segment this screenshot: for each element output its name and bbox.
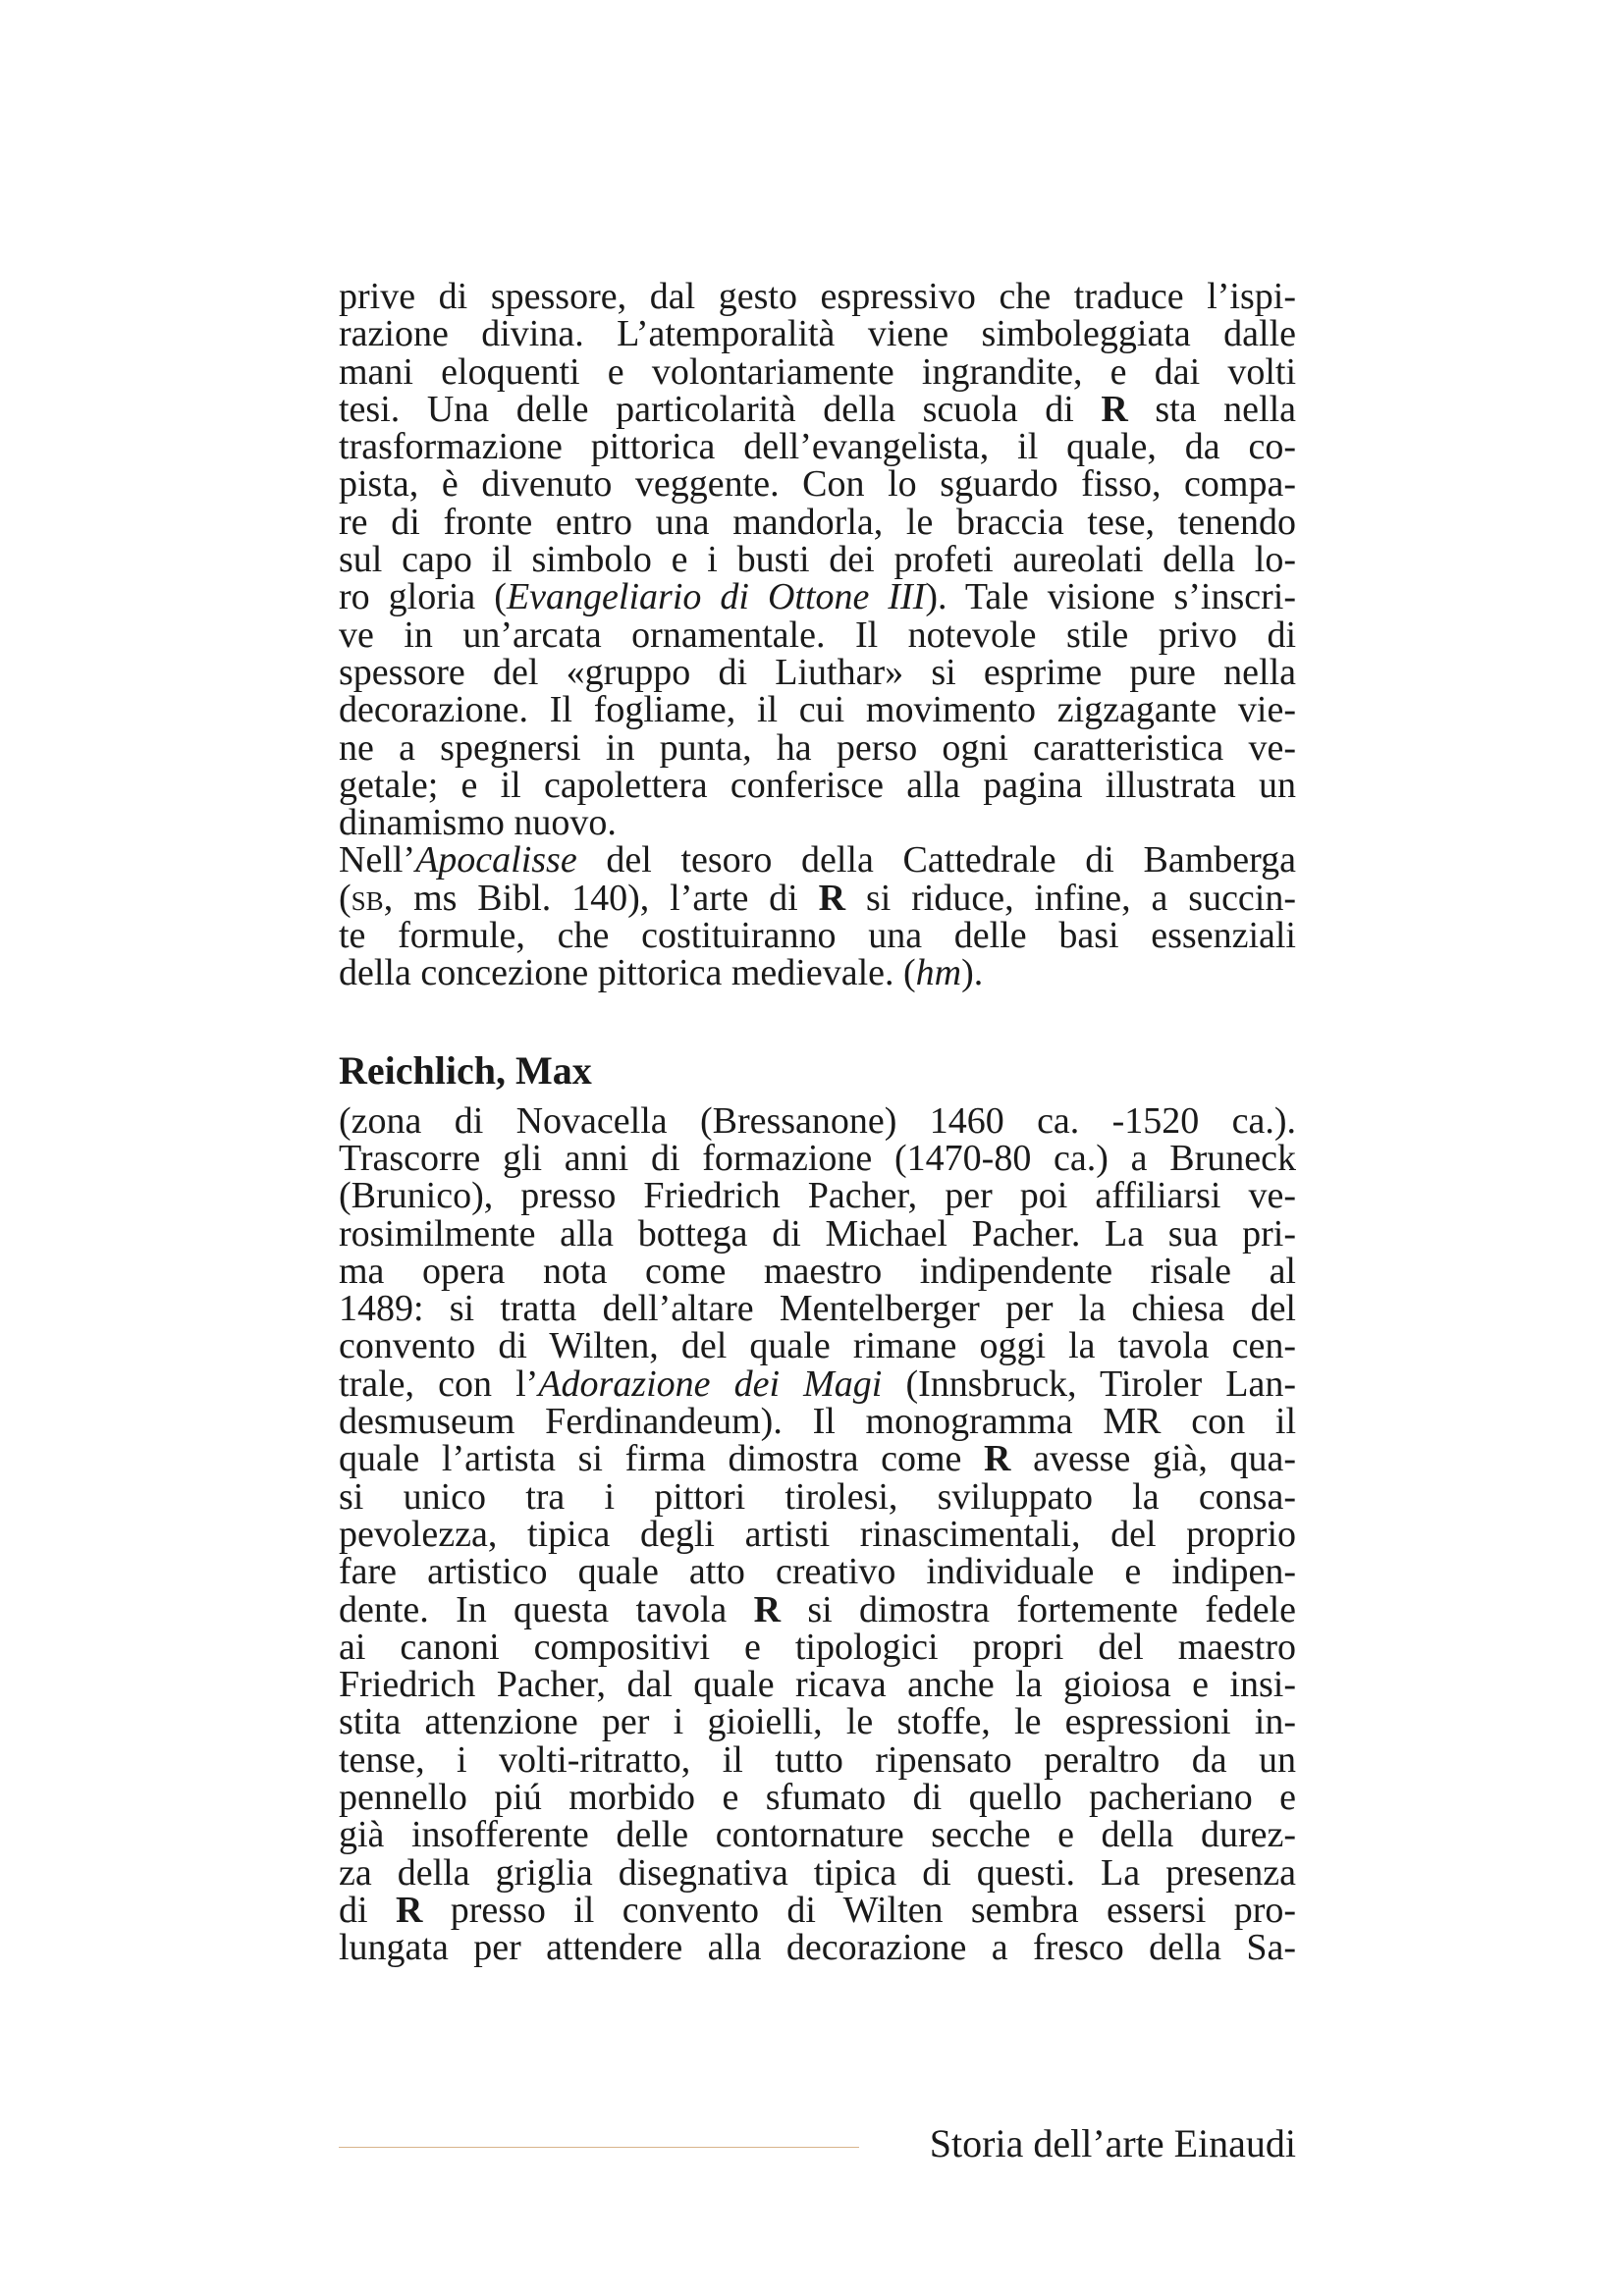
text-line: ve in un’arcata ornamentale. Il notevole stile privo di (339, 614, 1296, 656)
text-line: Nell’Apocalisse del tesoro della Cattedrale di Bamberga (339, 839, 1296, 881)
text-line: ne a spegnersi in punta, ha perso ogni caratteristica ve- (339, 726, 1296, 769)
text-line: trale, con l’Adorazione dei Magi (Innsbruck, Tiroler Lan- (339, 1362, 1296, 1405)
footer-rule (339, 2147, 859, 2148)
abbreviation-sb: sb (351, 877, 384, 919)
paragraph (339, 1099, 1297, 1969)
text-line: rosimilmente alla bottega di Michael Pacher. La sua pri- (339, 1212, 1296, 1255)
text-line: convento di Wilten, del quale rimane oggi la tavola cen- (339, 1325, 1296, 1367)
text-line: quale l’artista si firma dimostra come R avesse già, qua- (339, 1438, 1297, 1480)
text-line: pevolezza, tipica degli artisti rinascimentali, del proprio (339, 1513, 1296, 1555)
text-line: mani eloquenti e volontariamente ingrandite, e dai volti (339, 350, 1296, 393)
text-line: pennello piú morbido e sfumato di quello pacheriano e (339, 1776, 1296, 1818)
abbreviation-r: R (818, 877, 846, 919)
text-line: stita attenzione per i gioielli, le stoffe, le espressioni in- (339, 1701, 1296, 1743)
text-line: prive di spessore, dal gesto espressivo che traduce l’ispi- (339, 276, 1296, 317)
text-line: Trascorre gli anni di formazione (1470-80 ca.) a Bruneck (339, 1137, 1296, 1179)
text-line: si unico tra i pittori tirolesi, sviluppato la consa- (339, 1475, 1296, 1518)
text-line: ai canoni compositivi e tipologici propri del maestro (339, 1626, 1296, 1668)
work-title: Apocalisse (415, 839, 577, 881)
text-line: Friedrich Pacher, dal quale ricava anche la gioiosa e insi- (339, 1664, 1296, 1706)
text-line: sul capo il simbolo e i busti dei profeti aureolati della lo- (339, 539, 1296, 581)
text-line: (zona di Novacella (Bressanone) 1460 ca. -1520 ca.). (339, 1099, 1296, 1142)
paragraph (339, 276, 1297, 844)
spacer (339, 992, 1296, 1049)
text-line: getale; e il capolettera conferisce alla pagina illustrata un (339, 764, 1296, 806)
abbreviation-r: R (395, 1889, 423, 1931)
text-line: della concezione pittorica medievale. (hm). (339, 952, 984, 994)
text-line: decorazione. Il fogliame, il cui movimento zigzagante vie- (339, 689, 1296, 731)
text-line: ro gloria (Evangeliario di Ottone III). Tale visione s’inscri- (339, 576, 1296, 618)
text-line: za della griglia disegnativa tipica di questi. La presenza (339, 1851, 1296, 1894)
abbreviation-r: R (984, 1438, 1011, 1480)
text-line: razione divina. L’atemporalità viene simboleggiata dalle (339, 313, 1296, 355)
abbreviation-r: R (753, 1588, 782, 1630)
work-title: Adorazione dei Magi (538, 1362, 883, 1405)
text-line: dente. In questa tavola R si dimostra fortemente fedele (339, 1588, 1297, 1630)
entry-heading: Reichlich, Max (339, 1047, 592, 1093)
text-line: re di fronte entro una mandorla, le braccia tese, tenendo (339, 501, 1296, 543)
text-line: di R presso il convento di Wilten sembra essersi pro- (339, 1889, 1296, 1931)
text-line: spessore del «gruppo di Liuthar» si esprime pure nella (339, 651, 1296, 693)
text-line: lungata per attendere alla decorazione a fresco della Sa- (339, 1927, 1296, 1969)
text-line: trasformazione pittorica dell’evangelista, il quale, da co- (339, 426, 1296, 468)
text-line: (Brunico), presso Friedrich Pacher, per poi affiliarsi ve- (339, 1175, 1296, 1217)
text-line: 1489: si tratta dell’altare Mentelberger per la chiesa del (339, 1288, 1296, 1330)
paragraph (339, 839, 1297, 994)
abbreviation-r: R (1101, 388, 1128, 430)
work-title: Evangeliario di Ottone III (506, 576, 926, 618)
text-line: fare artistico quale atto creativo individuale e indipen- (339, 1551, 1296, 1593)
text-line: tesi. Una delle particolarità della scuola di R sta nella (339, 388, 1297, 430)
text-line: pista, è divenuto veggente. Con lo sguardo fisso, compa- (339, 463, 1296, 506)
text-line: desmuseum Ferdinandeum). Il monogramma MR con il (339, 1401, 1296, 1443)
footer-title: Storia dell’arte Einaudi (929, 2121, 1296, 2165)
text-line: tense, i volti-ritratto, il tutto ripensato peraltro da un (339, 1738, 1296, 1781)
text-line: dinamismo nuovo. (339, 802, 617, 844)
text-line: già insofferente delle contornature secche e della durez- (339, 1814, 1296, 1856)
text-line: te formule, che costituiranno una delle basi essenziali (339, 915, 1296, 957)
page-body (339, 276, 1297, 1969)
text-line: (sb, ms Bibl. 140), l’arte di R si riduce, infine, a succin- (339, 877, 1297, 919)
page-footer (339, 2120, 1296, 2169)
author-initials: hm (915, 952, 962, 994)
text-line: ma opera nota come maestro indipendente risale al (339, 1250, 1296, 1292)
